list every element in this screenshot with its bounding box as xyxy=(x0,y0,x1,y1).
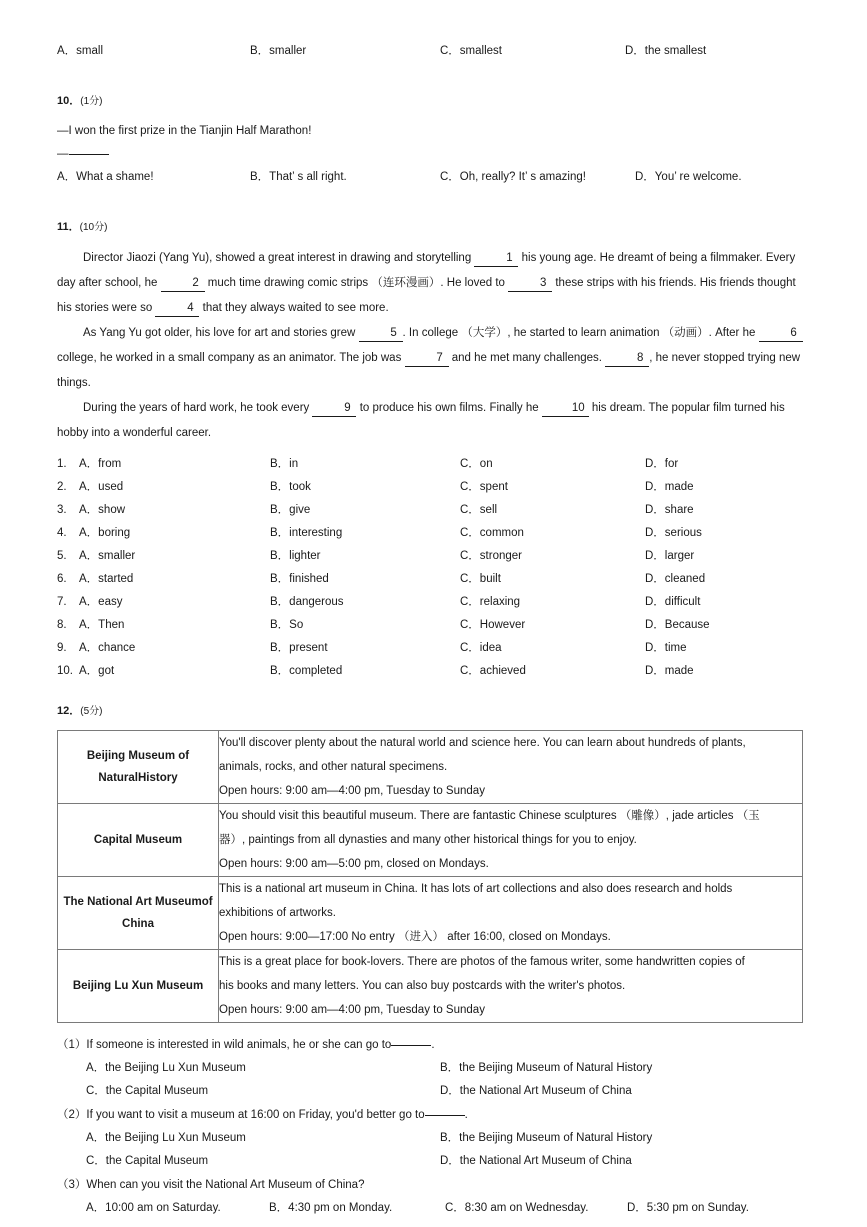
question-10-options xyxy=(57,166,812,189)
museum-name-line: Capital Museum xyxy=(93,834,183,846)
cloze-option-row xyxy=(57,453,812,476)
option-c[interactable]: C．stronger xyxy=(460,550,522,562)
table-row xyxy=(58,804,803,877)
question-10-header xyxy=(57,93,812,110)
spacer xyxy=(57,720,812,730)
option-d[interactable]: D．larger xyxy=(645,550,695,562)
open-hours-line: Open hours: 9:00—17:00 No entry （进入） after 16:00, closed on Mondays. xyxy=(219,931,611,943)
question-11-header xyxy=(57,219,812,236)
cloze-blank-4[interactable]: 4 xyxy=(155,301,199,317)
answer-blank[interactable] xyxy=(391,1045,431,1046)
option-a[interactable]: A．small xyxy=(57,45,104,57)
option-b[interactable]: B．give xyxy=(270,504,311,516)
cloze-item-number: 2. xyxy=(57,481,67,493)
cloze-item-number: 6. xyxy=(57,573,67,585)
cloze-blank-10[interactable]: 10 xyxy=(542,401,589,417)
description-line: This is a national art museum in China. It has lots of art collections and also does research and holds xyxy=(219,883,733,895)
passage-paragraph-2 xyxy=(57,321,812,396)
question-10-dialogue-line-2 xyxy=(57,143,812,166)
option-d[interactable]: D．for xyxy=(645,458,679,470)
cloze-passage xyxy=(57,246,812,446)
sub-question-tail: . xyxy=(464,1109,468,1121)
question-points: (1分) xyxy=(80,96,103,107)
cloze-option-row xyxy=(57,522,812,545)
cloze-option-row xyxy=(57,660,812,683)
spacer xyxy=(57,236,812,246)
cloze-item-number: 4. xyxy=(57,527,67,539)
passage-text: During the years of hard work, he took every xyxy=(83,402,310,414)
spacer xyxy=(57,1023,812,1033)
description-line: animals, rocks, and other natural specimens. xyxy=(219,761,448,773)
museum-info-table xyxy=(57,730,803,1023)
option-c[interactable]: C．smallest xyxy=(440,45,502,57)
question-number: 10． xyxy=(57,95,81,107)
passage-text: his young age. He dreamt of being a filmmaker. xyxy=(521,252,763,264)
description-line: exhibitions of artworks. xyxy=(219,907,336,919)
passage-text: and he met many challenges. xyxy=(451,352,602,364)
option-a[interactable]: A．the Beijing Lu Xun Museum xyxy=(86,1062,246,1074)
open-hours-line: Open hours: 9:00 am—5:00 pm, closed on Mondays. xyxy=(219,858,489,870)
museum-description-cell xyxy=(219,731,803,804)
option-c[interactable]: C．built xyxy=(460,573,501,585)
sub-question-3-options xyxy=(57,1197,812,1220)
option-a[interactable]: A．got xyxy=(79,665,115,677)
passage-paragraph-3 xyxy=(57,396,812,446)
cloze-item-number: 7. xyxy=(57,596,67,608)
museum-name-line: Beijing Museum of Natural xyxy=(86,750,190,784)
option-c[interactable]: C．relaxing xyxy=(460,596,521,608)
option-d[interactable]: D．Because xyxy=(645,619,710,631)
option-a[interactable]: A．chance xyxy=(79,642,136,654)
museum-description-cell xyxy=(219,950,803,1023)
museum-name-line: The National Art Museum xyxy=(63,896,202,908)
cloze-blank-6[interactable]: 6 xyxy=(759,326,803,342)
cloze-blank-9[interactable]: 9 xyxy=(312,401,356,417)
passage-text: Every day after school, he xyxy=(57,252,796,289)
document-content xyxy=(57,40,812,1220)
option-a[interactable]: A．from xyxy=(79,458,122,470)
museum-description-cell xyxy=(219,877,803,950)
cloze-blank-2[interactable]: 2 xyxy=(161,276,205,292)
description-line: This is a great place for book-lovers. There are photos of the famous writer, some handwritten copies of xyxy=(219,956,745,968)
option-b[interactable]: B．dangerous xyxy=(270,596,344,608)
option-d[interactable]: D．the National Art Museum of China xyxy=(440,1155,632,1167)
description-line: his books and many letters. You can also buy postcards with the writer's photos. xyxy=(219,980,626,992)
option-a[interactable]: A．10:00 am on Saturday. xyxy=(86,1202,221,1214)
option-b[interactable]: B．interesting xyxy=(270,527,343,539)
option-d[interactable]: D．difficult xyxy=(645,596,701,608)
museum-name-line: History xyxy=(138,772,178,784)
option-b[interactable]: B．took xyxy=(270,481,311,493)
option-a[interactable]: A．boring xyxy=(79,527,131,539)
sub-question-text: If you want to visit a museum at 16:00 on Friday, you'd better go to xyxy=(86,1109,425,1121)
cloze-option-row xyxy=(57,637,812,660)
museum-name-cell xyxy=(58,804,219,877)
option-a[interactable]: A．Then xyxy=(79,619,125,631)
cloze-blank-3[interactable]: 3 xyxy=(508,276,552,292)
sub-question-2-options-row-2 xyxy=(57,1150,812,1173)
passage-text: much time drawing comic strips （连环漫画）. He loved to xyxy=(207,277,505,289)
table-row xyxy=(58,731,803,804)
spacer xyxy=(57,63,812,93)
cloze-option-row xyxy=(57,591,812,614)
option-b[interactable]: B．lighter xyxy=(270,550,321,562)
cloze-option-row xyxy=(57,476,812,499)
option-a[interactable]: A．used xyxy=(79,481,124,493)
passage-text: to produce his own films. Finally he xyxy=(359,402,539,414)
description-line: 器）, paintings from all dynasties and many other historical things for you to enjoy. xyxy=(219,834,637,846)
option-c[interactable]: C．spent xyxy=(460,481,508,493)
option-d[interactable]: D．made xyxy=(645,665,694,677)
option-d[interactable]: D．serious xyxy=(645,527,702,539)
answer-blank[interactable] xyxy=(69,154,109,155)
cloze-item-number: 9. xyxy=(57,642,67,654)
sub-question-label: （2） xyxy=(57,1109,87,1121)
cloze-blank-8[interactable]: 8 xyxy=(605,351,649,367)
open-hours-line: Open hours: 9:00 am—4:00 pm, Tuesday to Sunday xyxy=(219,1004,485,1016)
cloze-item-number: 5. xyxy=(57,550,67,562)
sub-question-2 xyxy=(57,1104,812,1127)
sub-question-tail: . xyxy=(431,1039,435,1051)
passage-text: he xyxy=(742,327,756,339)
cloze-item-number: 1. xyxy=(57,458,67,470)
option-b[interactable]: B．smaller xyxy=(250,45,307,57)
question-number: 12． xyxy=(57,705,81,717)
answer-blank[interactable] xyxy=(425,1115,465,1116)
option-c[interactable]: C．Oh, really? It’ s amazing! xyxy=(440,171,586,183)
cloze-option-row xyxy=(57,614,812,637)
passage-text: college, he worked in a small company as an animator. The job was xyxy=(57,352,402,364)
option-b[interactable]: B．the Beijing Museum of Natural History xyxy=(440,1062,653,1074)
option-b[interactable]: B．in xyxy=(270,458,299,470)
option-b[interactable]: B．completed xyxy=(270,665,343,677)
sub-question-text: If someone is interested in wild animals, he or she can go to xyxy=(86,1039,392,1051)
cloze-item-number: 8. xyxy=(57,619,67,631)
passage-text: . In college （大学）, he started to learn animation （动画）. After xyxy=(402,327,740,339)
museum-description-cell xyxy=(219,804,803,877)
option-a[interactable]: A．smaller xyxy=(79,550,136,562)
option-c[interactable]: C．achieved xyxy=(460,665,526,677)
cloze-option-row xyxy=(57,499,812,522)
passage-text: his dream. The popular film xyxy=(591,402,731,414)
passage-text: , he never xyxy=(649,352,701,364)
option-c[interactable]: C．common xyxy=(460,527,524,539)
option-d[interactable]: D．cleaned xyxy=(645,573,706,585)
passage-text: these strips with his friends. His xyxy=(555,277,717,289)
option-b[interactable]: B．So xyxy=(270,619,304,631)
passage-text: that they always waited to see more. xyxy=(202,302,389,314)
sub-question-1-options-row-1 xyxy=(57,1057,812,1080)
option-a[interactable]: A．the Beijing Lu Xun Museum xyxy=(86,1132,246,1144)
option-d[interactable]: D．time xyxy=(645,642,687,654)
sub-question-label: （3） xyxy=(57,1179,87,1191)
question-10-dialogue-line-1: —I won the first prize in the Tianjin Half Marathon! xyxy=(57,125,312,137)
option-c[interactable]: C．idea xyxy=(460,642,502,654)
table-row xyxy=(58,950,803,1023)
option-b[interactable]: B．finished xyxy=(270,573,329,585)
sub-question-text: When can you visit the National Art Museum of China? xyxy=(86,1179,365,1191)
passage-text: stopped trying new things. xyxy=(57,352,801,389)
passage-paragraph-1 xyxy=(57,246,812,321)
sub-question-label: （1） xyxy=(57,1039,87,1051)
option-a[interactable]: A．easy xyxy=(79,596,123,608)
open-hours-line: Open hours: 9:00 am—4:00 pm, Tuesday to Sunday xyxy=(219,785,485,797)
option-d[interactable]: D．the National Art Museum of China xyxy=(440,1085,632,1097)
cloze-blank-1[interactable]: 1 xyxy=(474,251,518,267)
spacer xyxy=(57,683,812,703)
option-c[interactable]: C．the Capital Museum xyxy=(86,1155,209,1167)
cloze-item-number: 3. xyxy=(57,504,67,516)
museum-name-cell xyxy=(58,877,219,950)
museum-name-line: of China xyxy=(122,896,213,930)
option-c[interactable]: C．However xyxy=(460,619,526,631)
option-d[interactable]: D．You’ re welcome. xyxy=(635,171,742,183)
option-a[interactable]: A．What a shame! xyxy=(57,171,154,183)
option-b[interactable]: B．present xyxy=(270,642,328,654)
sub-question-2-options-row-1 xyxy=(57,1127,812,1150)
option-d[interactable]: D．the smallest xyxy=(625,45,707,57)
option-b[interactable]: B．That’ s all right. xyxy=(250,171,347,183)
table-row xyxy=(58,877,803,950)
option-d[interactable]: D．share xyxy=(645,504,694,516)
cloze-blank-7[interactable]: 7 xyxy=(405,351,449,367)
option-d[interactable]: D．5:30 pm on Sunday. xyxy=(627,1202,749,1214)
description-line: You'll discover plenty about the natural world and science here. You can learn about hundreds of plants, xyxy=(219,737,746,749)
cloze-option-row xyxy=(57,545,812,568)
sub-question-3 xyxy=(57,1174,812,1197)
passage-text: turned his hobby into a wonderful career. xyxy=(57,402,785,439)
passage-text: As Yang Yu got older, his love for art and stories grew xyxy=(83,327,356,339)
museum-name-line: Beijing Lu Xun Museum xyxy=(72,980,204,992)
museum-name-cell xyxy=(58,950,219,1023)
passage-text: Director Jiaozi (Yang Yu), showed a great interest in drawing and storytelling xyxy=(83,252,472,264)
question-points: (5分) xyxy=(80,706,103,717)
question-points: (10分) xyxy=(79,222,108,233)
question-number: 11． xyxy=(57,221,80,233)
option-a[interactable]: A．started xyxy=(79,573,134,585)
dialogue-dash: — xyxy=(57,148,69,160)
option-c[interactable]: C．sell xyxy=(460,504,498,516)
cloze-option-row xyxy=(57,568,812,591)
option-d[interactable]: D．made xyxy=(645,481,694,493)
cloze-item-number: 10. xyxy=(57,665,73,677)
option-c[interactable]: C．the Capital Museum xyxy=(86,1085,209,1097)
description-line: You should visit this beautiful museum. There are fantastic Chinese sculptures （雕像）, jade articles （玉 xyxy=(219,810,760,822)
option-c[interactable]: C．on xyxy=(460,458,493,470)
cloze-blank-5[interactable]: 5 xyxy=(359,326,403,342)
option-a[interactable]: A．show xyxy=(79,504,126,516)
passage-text: friends thought his stories were so xyxy=(57,277,796,314)
museum-name-cell xyxy=(58,731,219,804)
sub-question-1 xyxy=(57,1034,812,1057)
option-c[interactable]: C．8:30 am on Wednesday. xyxy=(445,1202,589,1214)
spacer xyxy=(57,110,812,120)
cloze-options-list xyxy=(57,453,812,683)
option-b[interactable]: B．the Beijing Museum of Natural History xyxy=(440,1132,653,1144)
option-b[interactable]: B．4:30 pm on Monday. xyxy=(269,1202,393,1214)
question-9-options xyxy=(57,40,812,63)
spacer xyxy=(57,189,812,219)
sub-question-1-options-row-2 xyxy=(57,1080,812,1103)
question-12-header xyxy=(57,703,812,720)
